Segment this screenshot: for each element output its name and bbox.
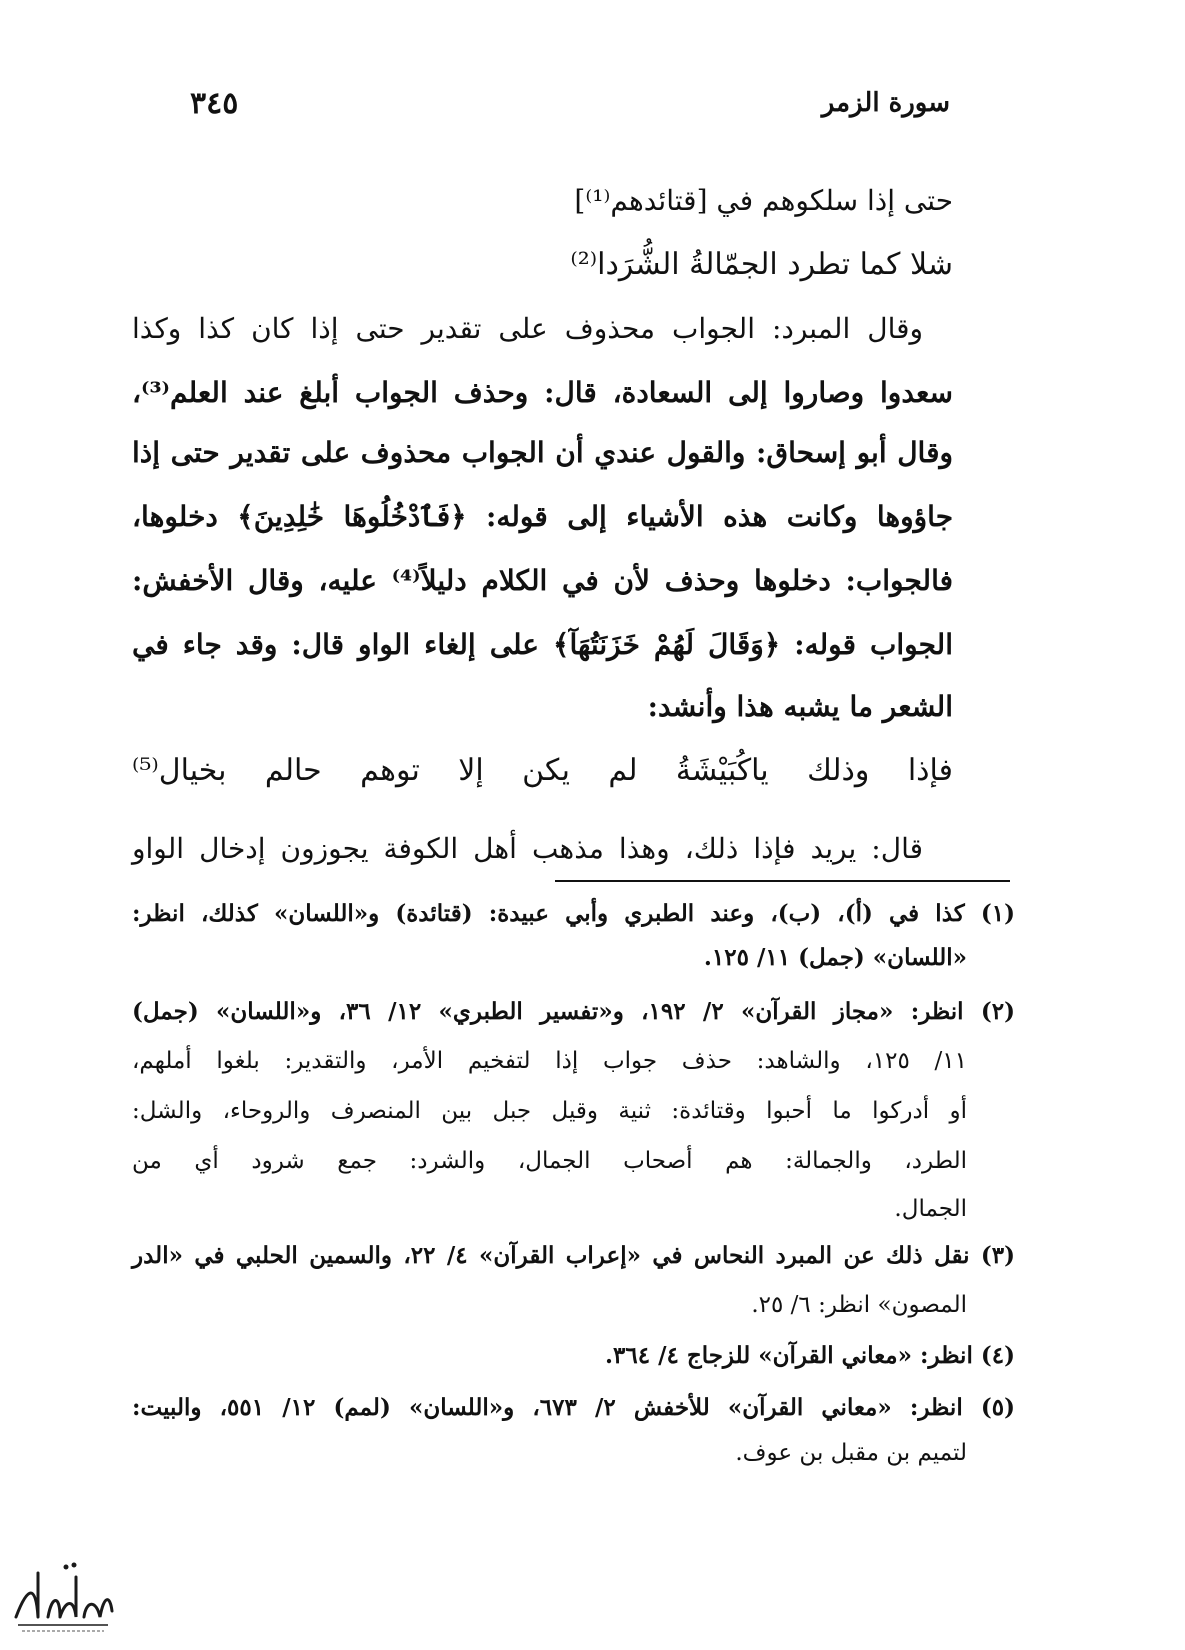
logo-calligraphy-icon <box>8 1555 118 1640</box>
body-line-1: حتى إذا سلكوهم في [قتائدهم⁽¹⁾] <box>574 184 953 217</box>
footnotes <box>132 900 1015 1500</box>
body-line-2: شلا كما تطرد الجمّالةُ الشُّرَدا⁽²⁾ <box>570 247 953 282</box>
body-line-7: فالجواب: دخلوها وحذف لأن في الكلام دليلاً⁽⁴⁾ عليه، وقال الأخفش: <box>132 564 953 597</box>
footnote-separator <box>555 880 1010 882</box>
footnote-2-line-5: الجمال. <box>894 1196 967 1222</box>
page-header <box>190 86 950 126</box>
body-line-5: وقال أبو إسحاق: والقول عندي أن الجواب محذوف على تقدير حتى إذا <box>132 436 953 469</box>
body-line-9: الشعر ما يشبه هذا وأنشد: <box>647 690 953 723</box>
footnote-2-line-4: الطرد، والجمالة: هم أصحاب الجمال، والشرد: جمع شرود أي من <box>132 1148 967 1174</box>
main-text <box>132 170 953 870</box>
body-line-3: وقال المبرد: الجواب محذوف على تقدير حتى إذا كان كذا وكذا <box>132 312 923 345</box>
body-line-10: فإذا وذلك ياكُبَيْشَةُ لم يكن إلا توهم حالم بخيال⁽⁵⁾ <box>132 753 953 788</box>
page-number: ٣٤٥ <box>190 86 239 121</box>
body-line-8: الجواب قوله: ﴿وَقَالَ لَهُمْ خَزَنَتُهَآ﴾ على إلغاء الواو قال: وقد جاء في <box>132 628 953 661</box>
footnote-5-line-1: (٥) انظر: «معاني القرآن» للأخفش ٢/ ٦٧٣، و«اللسان» (لمم) ١٢/ ٥٥١، والبيت: <box>132 1394 1015 1421</box>
footnote-2-line-3: أو أدركوا ما أحبوا وقتائدة: ثنية وقيل جبل بين المنصرف والروحاء، والشل: <box>132 1098 967 1124</box>
footnote-4-line-1: (٤) انظر: «معاني القرآن» للزجاج ٤/ ٣٦٤. <box>604 1342 1015 1369</box>
body-line-4: سعدوا وصاروا إلى السعادة، قال: وحذف الجواب أبلغ عند العلم⁽³⁾، <box>132 376 953 409</box>
footnote-2-line-1: (٢) انظر: «مجاز القرآن» ٢/ ١٩٢، و«تفسير الطبري» ١٢/ ٣٦، و«اللسان» (جمل) <box>132 998 1015 1025</box>
footnote-1-line-1: (١) كذا في (أ)، (ب)، وعند الطبري وأبي عبيدة: (قتائدة) و«اللسان» كذلك، انظر: <box>132 900 1015 927</box>
footnote-3-line-2: المصون» انظر: ٦/ ٢٥. <box>751 1292 967 1318</box>
body-line-11: قال: يريد فإذا ذلك، وهذا مذهب أهل الكوفة يجوزون إدخال الواو <box>132 832 923 865</box>
footnote-3-line-1: (٣) نقل ذلك عن المبرد النحاس في «إعراب القرآن» ٤/ ٢٢، والسمين الحلبي في «الدر <box>132 1242 1016 1269</box>
library-logo <box>8 1555 118 1640</box>
footnote-2-line-2: ١١/ ١٢٥، والشاهد: حذف جواب إذا لتفخيم الأمر، والتقدير: بلغوا أملهم، <box>132 1048 968 1074</box>
running-title: سورة الزمر <box>821 88 950 118</box>
body-line-6: جاؤوها وكانت هذه الأشياء إلى قوله: ﴿فَٱدْخُلُوهَا خَٰلِدِينَ﴾ دخلوها، <box>132 500 953 533</box>
footnote-5-line-2: لتميم بن مقبل بن عوف. <box>735 1440 967 1466</box>
footnote-1-line-2: «اللسان» (جمل) ١١/ ١٢٥. <box>703 944 967 971</box>
